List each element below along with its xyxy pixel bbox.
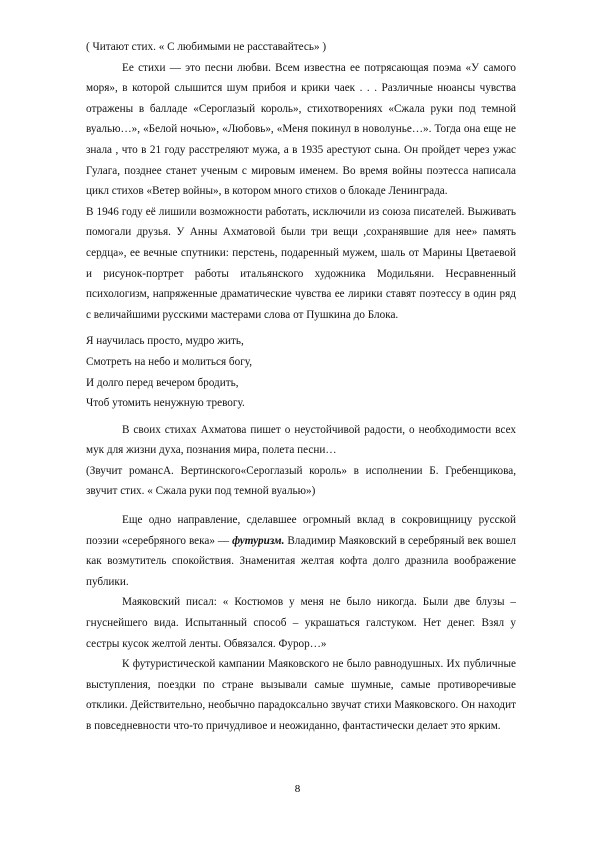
paragraph-futurism [86, 510, 516, 592]
poem-line: Я научилась просто, мудро жить, [86, 335, 244, 348]
stage-direction-reading: ( Читают стих. « С любимыми не расставайтесь» ) [86, 41, 327, 53]
poem-quote [86, 331, 516, 413]
paragraph-mayakovsky-quote: Маяковский писал: « Костюмов у меня не было никогда. Были две блузы – гнуснейшего вида. Испытанный способ – украшаться галстуком. Нет денег. Взял у сестры кусок желтой ленты. Обвязался. Фурор…» [86, 596, 516, 650]
poem-line: И долго перед вечером бродить, [86, 376, 239, 389]
poem-line: Чтоб утомить ненужную тревогу. [86, 397, 245, 410]
paragraph-futurist-campaign: К футуристической кампании Маяковского не было равнодушных. Их публичные выступления, поездки по стране вызывали самые шумные, самые противоречивые отклики. Действительно, необычно парадоксально звучат стихи Маяковского. Он находит в повседневности что-то причудливое и неожиданно, фантастически делает это ярким. [86, 658, 516, 732]
page-number: 8 [294, 783, 301, 795]
paragraph-akhmatova-1946: В 1946 году её лишили возможности работать, исключили из союза писателей. Выживать помогали друзья. У Анны Ахматовой были три вещи ,сохранявшие для нее» память сердца», ее вечные спутники: перстень, подаренный мужем, шаль от Марины Цветаевой и рисунок-портрет работы итальянского художника Модильяни. Несравненный психологизм, напряженные драматические чувства ее лирики ставят поэтессу в один ряд с величайшими русскими мастерами слова от Пушкина до Блока. [86, 205, 516, 321]
futurism-term: футуризм. [232, 534, 285, 547]
futurism-body-text: Владимир Маяковский в серебряный век вошел как возмутитель спокойствия. Знаменитая желтая кофта долго дразнила воображение публики. [86, 534, 516, 588]
paragraph-unstable-joy: В своих стихах Ахматова пишет о неустойчивой радости, о необходимости всех мук для жизни духа, познания мира, полета песни… [86, 423, 516, 457]
futurism-intro-text: Еще одно направление, сделавшее огромный вклад в сокровищницу русской поэзии «серебряного века» — [86, 514, 516, 547]
document-body [86, 37, 516, 737]
stage-direction-romance: (Звучит романсА. Вертинского«Сероглазый король» в исполнении Б. Гребенщикова, звучит стих. « Сжала руки под темной вуалью») [86, 464, 516, 498]
poem-line: Смотреть на небо и молиться богу, [86, 355, 253, 368]
paragraph-akhmatova-love-poems: Ее стихи — это песни любви. Всем известна ее потрясающая поэма «У самого моря», в которой слышится шум прибоя и крики чаек . . . Различные нюансы чувства отражены в балладе «Сероглазый король», стихотворениях «Сжала руки под темной вуалью…», «Белой ночью», «Любовь», «Меня покинул в новолунье…». Тогда она еще не знала , что в 21 году расстреляют мужа, а в 1935 арестуют сына. Он пройдет через ужас Гулага, позднее станет ученым с мировым именем. Во время войны поэтесса написала цикл стихов «Ветер войны», в котором много стихов о блокаде Ленинграда. [86, 61, 516, 198]
